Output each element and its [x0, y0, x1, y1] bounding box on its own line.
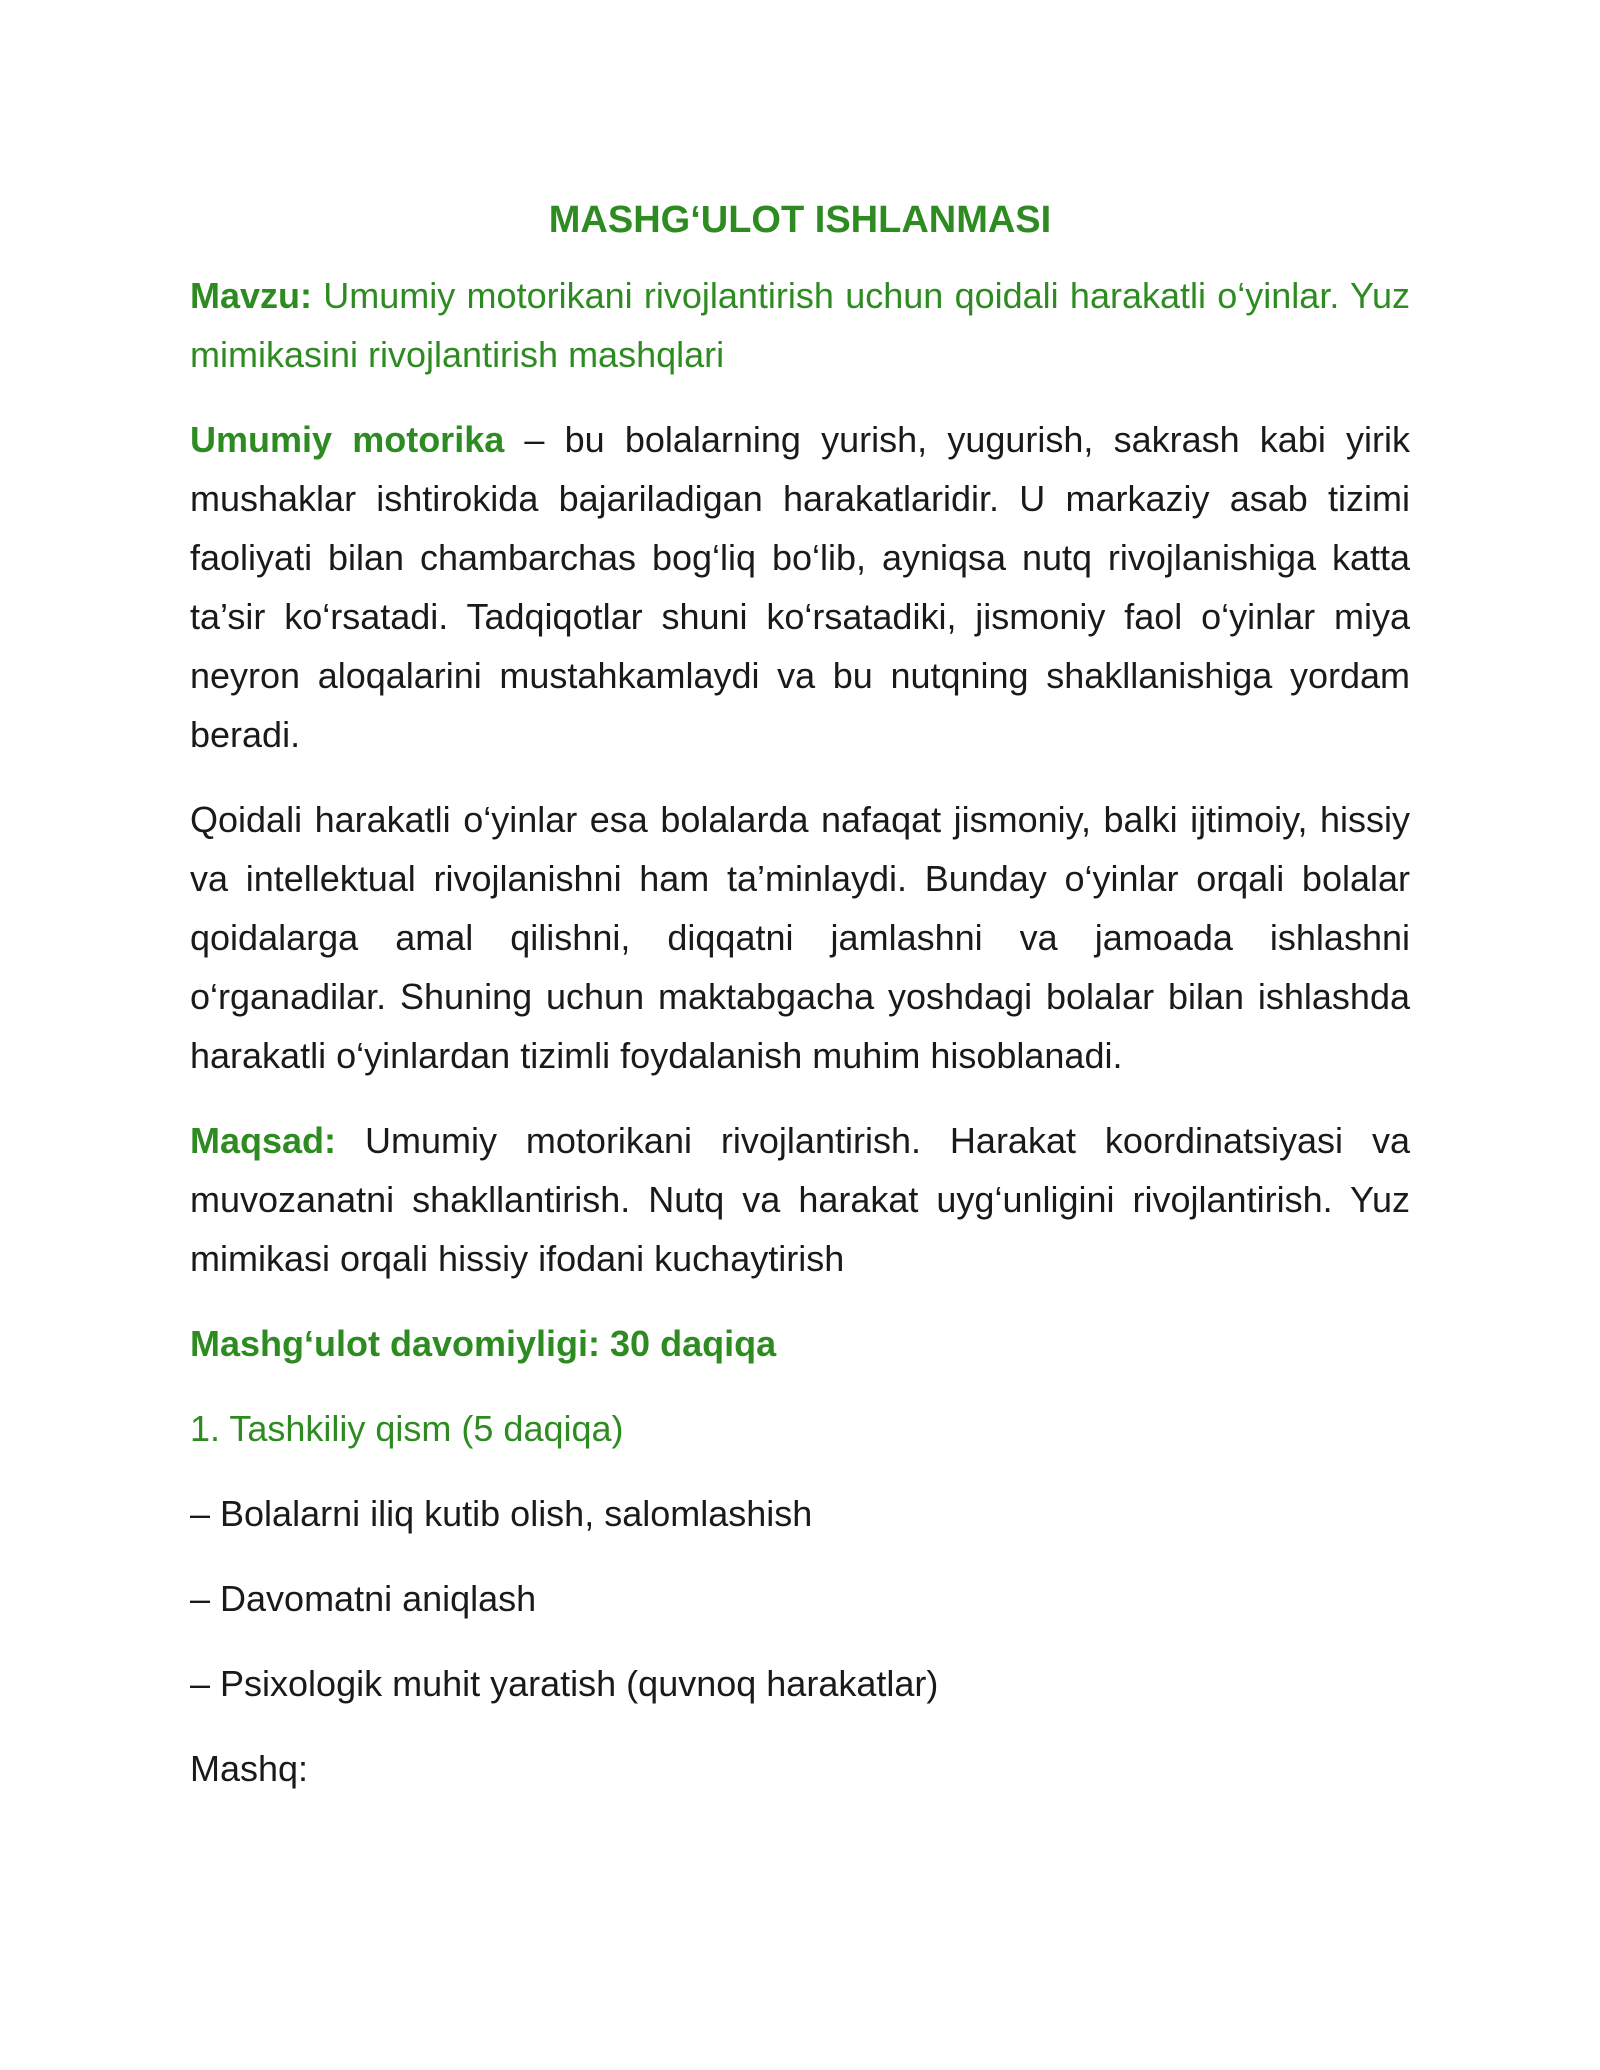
list-item: – Davomatni aniqlash	[190, 1578, 537, 1619]
motorika-paragraph	[190, 410, 1410, 764]
goal-paragraph	[190, 1111, 1410, 1288]
motorika-text: – bu bolalarning yurish, yugurish, sakrash kabi yirik mushaklar ishtirokida bajariladigan harakatlaridir. U markaziy asab tizimi faoliyati bilan chambarchas bog‘liq bo‘lib, ayniqsa nutq rivojlanishiga katta ta’sir ko‘rsatadi. Tadqiqotlar shuni ko‘rsatadiki, jismoniy faol o‘yinlar miya neyron aloqalarini mustahkamlaydi va bu nutqning shakllanishiga yordam beradi.	[190, 419, 1410, 755]
exercise-label: Mashq:	[190, 1748, 309, 1789]
topic-text: Umumiy motorikani rivojlantirish uchun qoidali harakatli o‘yinlar. Yuz mimikasini rivojlantirish mashqlari	[190, 275, 1410, 375]
section-heading: 1. Tashkiliy qism (5 daqiqa)	[190, 1408, 624, 1449]
document-page	[190, 190, 1410, 1824]
document-title: MASHG‘ULOT ISHLANMASI	[548, 199, 1052, 241]
list-item: – Bolalarni iliq kutib olish, salomlashish	[190, 1493, 813, 1534]
duration-heading: Mashg‘ulot davomiyligi: 30 daqiqa	[190, 1323, 777, 1364]
list-item: – Psixologik muhit yaratish (quvnoq harakatlar)	[190, 1663, 939, 1704]
topic-paragraph	[190, 266, 1410, 384]
topic-label: Mavzu:	[190, 275, 313, 316]
goal-text: Umumiy motorikani rivojlantirish. Harakat koordinatsiyasi va muvozanatni shakllantirish. Nutq va harakat uyg‘unligini rivojlantirish. Yuz mimikasi orqali hissiy ifodani kuchaytirish	[190, 1120, 1410, 1279]
games-paragraph: Qoidali harakatli o‘yinlar esa bolalarda nafaqat jismoniy, balki ijtimoiy, hissiy va intellektual rivojlanishni ham ta’minlaydi. Bunday o‘yinlar orqali bolalar qoidalarga amal qilishni, diqqatni jamlashni va jamoada ishlashni o‘rganadilar. Shuning uchun maktabgacha yoshdagi bolalar bilan ishlashda harakatli o‘yinlardan tizimli foydalanish muhim hisoblanadi.	[190, 799, 1410, 1076]
motorika-term: Umumiy motorika	[190, 419, 505, 460]
goal-label: Maqsad:	[190, 1120, 337, 1161]
